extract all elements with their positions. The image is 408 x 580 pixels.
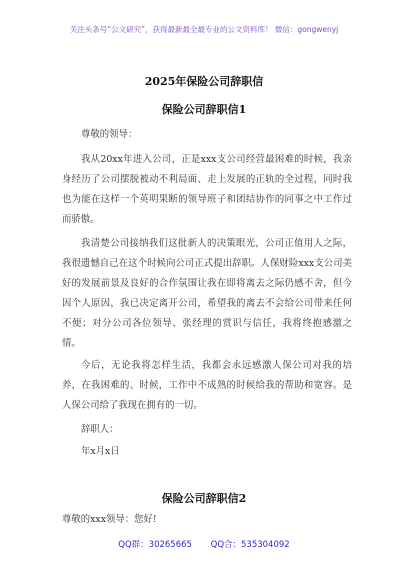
letter-2-title: 保险公司辞职信2 bbox=[161, 492, 247, 505]
footer-qq-group: QQ群：30265665 bbox=[118, 540, 192, 550]
letter-1-greeting: 尊敬的领导： bbox=[81, 129, 138, 140]
footer-qq-contact: QQ合：535304092 bbox=[210, 540, 290, 550]
letter-1-title: 保险公司辞职信1 bbox=[161, 103, 247, 116]
letter-1-signature: 辞职人： bbox=[81, 424, 119, 435]
letter-2-greeting: 尊敬的xxx领导：您好! bbox=[62, 514, 157, 525]
promo-banner: 关注头条号“公文研究”，获得最新最全最专业的公文资料库！ 微信：gongwenyj bbox=[69, 25, 339, 34]
letter-1-paragraph-1: 我从20xx年进入公司，正是xxx支公司经营最困难的时候，我亲身经历了公司摆脱被动不利局面、走上发展的正轨的全过程，同时我也为能在这样一个英明果断的领导班子和团结协作的同事之中工作过而骄傲。 bbox=[62, 154, 352, 225]
letter-1-paragraph-2: 我清楚公司接纳我们这批新人的决策眼光，公司正值用人之际，我很遗憾自己在这个时候向公司正式提出辞职。人保财险xxx支公司美好的发展前景及良好的合作氛围让我在即将离去之际仍感不舍，但今因个人原因，我已决定离开公司，希望我的离去不会给公司带来任何不便；对分公司各位领导、张经理的赏识与信任，我将终抱感激之情。 bbox=[62, 238, 352, 349]
document-title: 2025年保险公司辞职信 bbox=[144, 75, 264, 88]
footer-contacts bbox=[0, 538, 408, 550]
letter-1-date: 年x月x日 bbox=[81, 446, 120, 457]
letter-1-paragraph-3: 今后，无论我将怎样生活，我都会永远感激人保公司对我的培养，在我困难的、时候，工作中不成熟的时候给我的帮助和宽容。是人保公司给了我现在拥有的一切。 bbox=[62, 360, 352, 411]
